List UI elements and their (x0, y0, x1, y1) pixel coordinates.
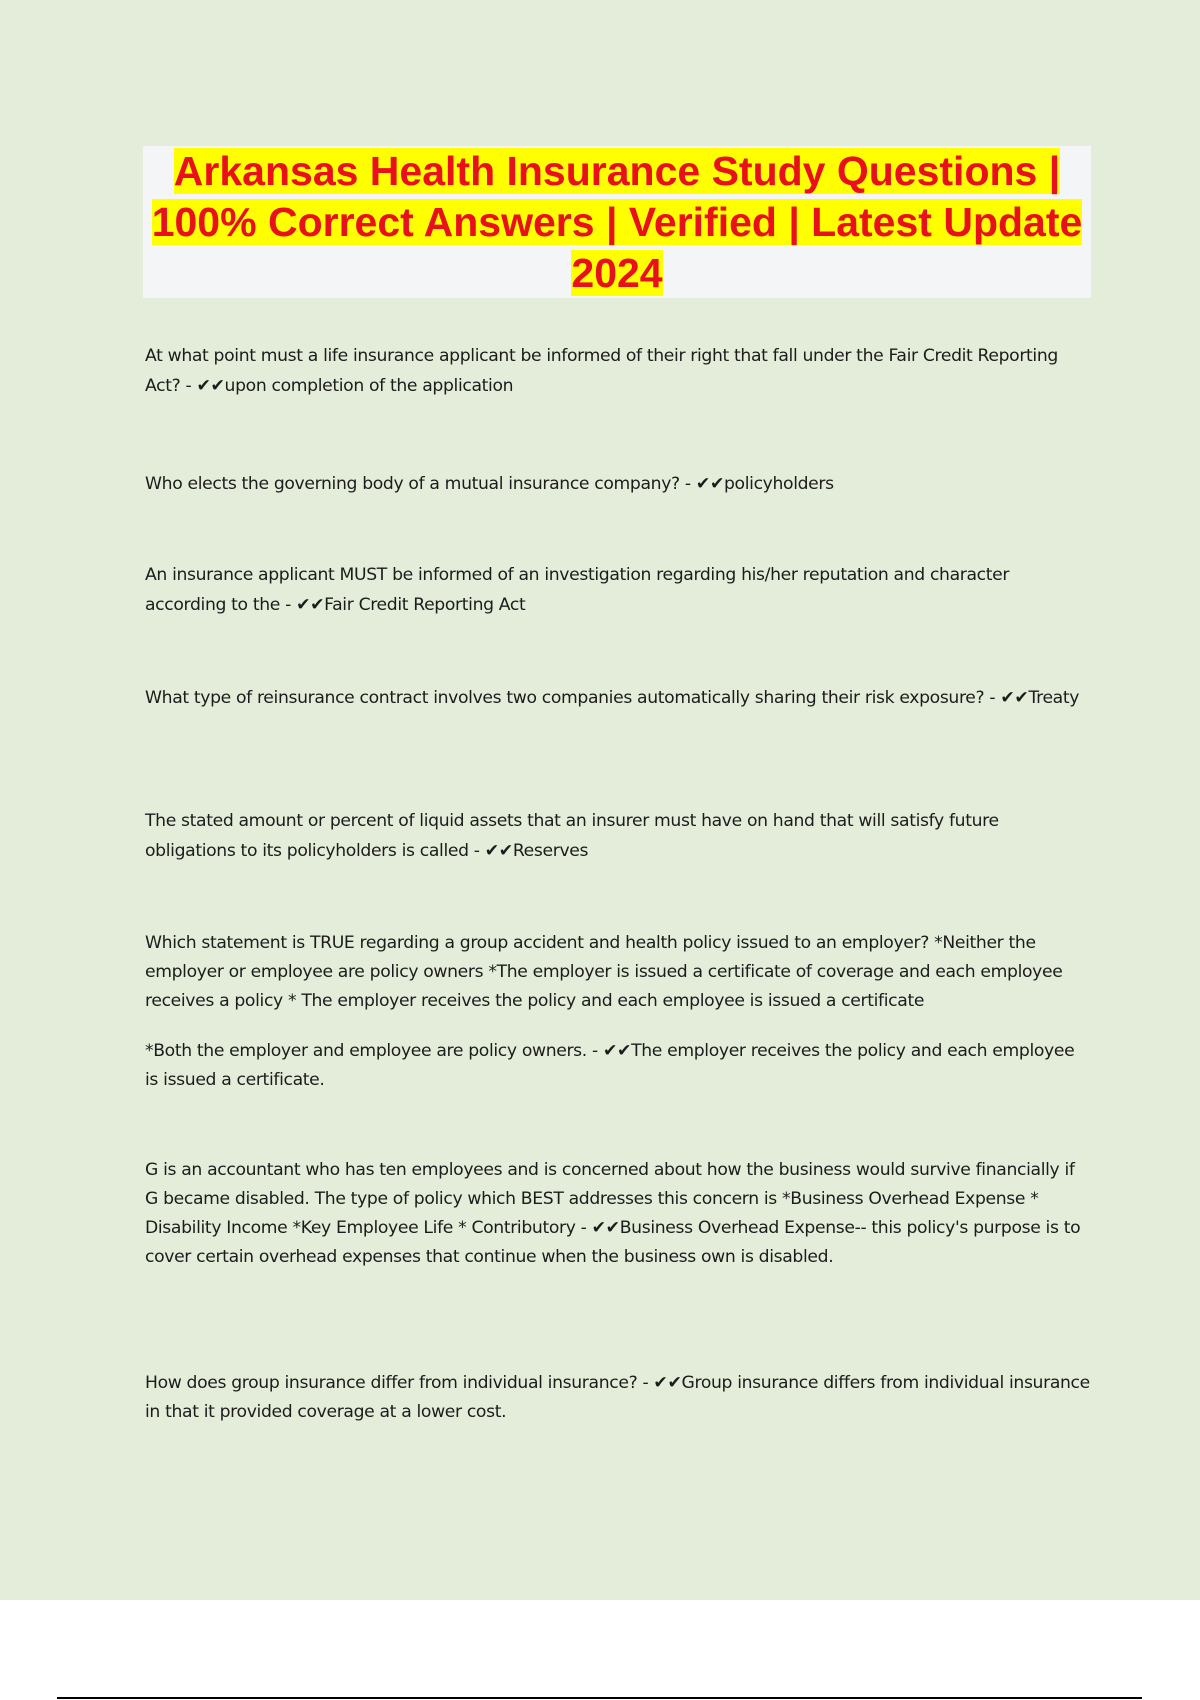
qa-item: At what point must a life insurance applicant be informed of their right that fall under the Fair Credit Reporting Act? - ✔✔upon completion of the application (145, 346, 1058, 396)
qa-item: Which statement is TRUE regarding a group accident and health policy issued to an employer? *Neither the employer or employee are policy owners *The employer is issued a certificate of coverage and each employee receives a policy * The employer receives the policy and each employee is issued a certificate (145, 933, 1063, 1011)
qa-item: G is an accountant who has ten employees and is concerned about how the business would survive financially if G became disabled. The type of policy which BEST addresses this concern is *Business Overhead Expense * Disability Income *Key Employee Life * Contributory - ✔✔Business Overhead Expense-- this policy's purpose is to cover certain overhead expenses that continue when the business own is disabled. (145, 1160, 1081, 1267)
qa-item: An insurance applicant MUST be informed of an investigation regarding his/her reputation and character according to the - ✔✔Fair Credit Reporting Act (145, 565, 1010, 615)
qa-item: What type of reinsurance contract involves two companies automatically sharing their risk exposure? - ✔✔Treaty (145, 688, 1080, 708)
title-box (143, 146, 1091, 298)
qa-item: How does group insurance differ from individual insurance? - ✔✔Group insurance differs from individual insurance in that it provided coverage at a lower cost. (145, 1373, 1090, 1422)
footer-divider (57, 1697, 1142, 1699)
qa-item: The stated amount or percent of liquid assets that an insurer must have on hand that will satisfy future obligations to its policyholders is called - ✔✔Reserves (145, 811, 999, 861)
qa-item: *Both the employer and employee are policy owners. - ✔✔The employer receives the policy and each employee is issued a certificate. (145, 1041, 1075, 1090)
document-title: Arkansas Health Insurance Study Questions | 100% Correct Answers | Verified | Latest Update 2024 (151, 148, 1083, 296)
qa-item: Who elects the governing body of a mutual insurance company? - ✔✔policyholders (145, 474, 834, 494)
